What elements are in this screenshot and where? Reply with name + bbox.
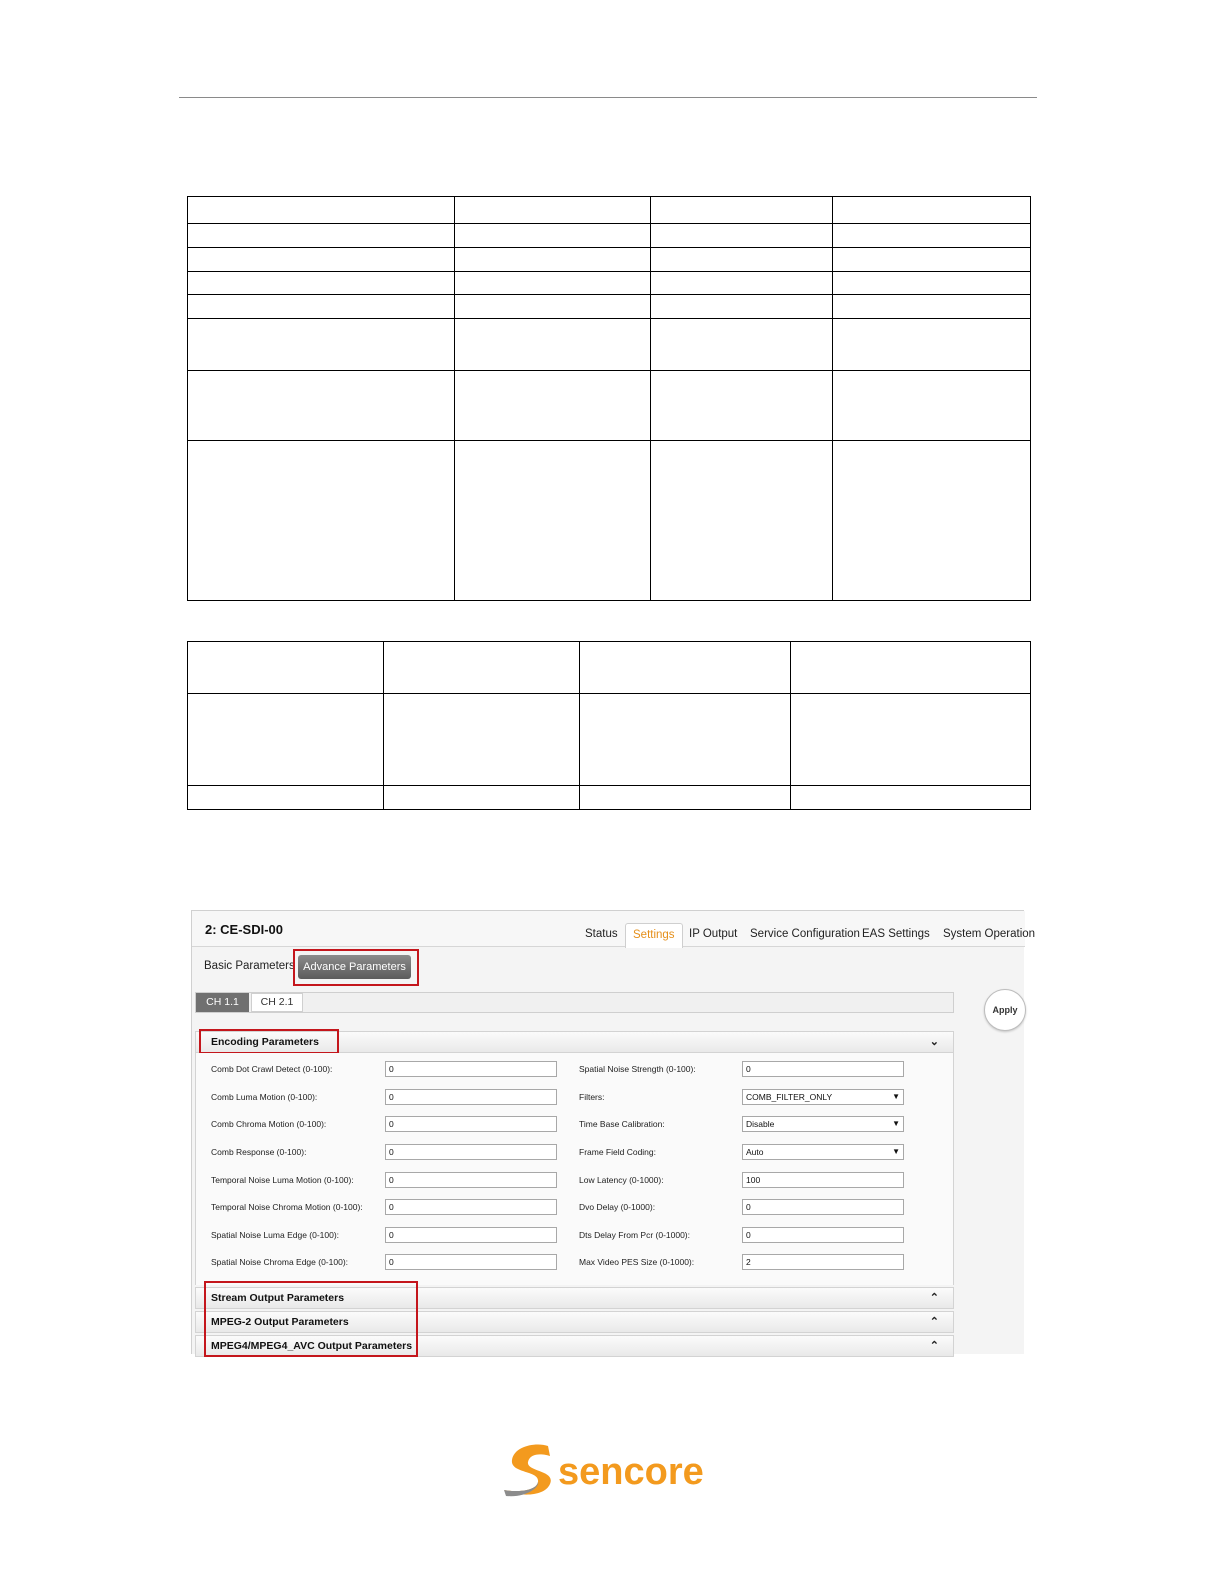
chevron-up-icon[interactable]: ⌃ xyxy=(929,1292,939,1304)
max-video-pes-size-input[interactable]: 2 xyxy=(742,1254,904,1270)
field-label: Filters: xyxy=(579,1092,605,1102)
tab-service-configuration[interactable]: Service Configuration xyxy=(750,928,860,940)
field-label: Frame Field Coding: xyxy=(579,1147,657,1157)
mpeg2-output-parameters-label: MPEG-2 Output Parameters xyxy=(211,1316,349,1328)
field-label: Temporal Noise Chroma Motion (0-100): xyxy=(211,1202,363,1212)
tab-ch-2-1[interactable]: CH 2.1 xyxy=(251,993,303,1012)
dvo-delay-input[interactable]: 0 xyxy=(742,1199,904,1215)
spatial-noise-chroma-edge-input[interactable]: 0 xyxy=(385,1254,557,1270)
header-rule xyxy=(179,97,1037,98)
encoding-parameters-label: Encoding Parameters xyxy=(211,1036,319,1048)
chevron-up-icon[interactable]: ⌃ xyxy=(929,1316,939,1328)
subtab-advance-parameters[interactable]: Advance Parameters xyxy=(298,955,411,979)
frame-field-coding-value: Auto xyxy=(746,1147,764,1157)
spec-table-2 xyxy=(187,641,1031,810)
tab-eas-settings[interactable]: EAS Settings xyxy=(862,928,930,940)
comb-luma-motion-input[interactable]: 0 xyxy=(385,1089,557,1105)
field-label: Dvo Delay (0-1000): xyxy=(579,1202,656,1212)
field-label: Spatial Noise Chroma Edge (0-100): xyxy=(211,1257,349,1267)
field-label: Comb Dot Crawl Detect (0-100): xyxy=(211,1064,333,1074)
logo-wordmark: sencore xyxy=(558,1451,704,1493)
dropdown-arrow-icon: ▼ xyxy=(892,1119,900,1128)
tab-settings[interactable]: Settings xyxy=(625,923,683,948)
time-base-calibration-value: Disable xyxy=(746,1119,775,1129)
field-label: Comb Chroma Motion (0-100): xyxy=(211,1119,327,1129)
device-settings-screenshot xyxy=(191,910,1036,1354)
highlight-advance-parameters xyxy=(293,949,419,986)
logo-mark-orange xyxy=(504,1445,551,1495)
filters-select[interactable] xyxy=(742,1089,904,1105)
spatial-noise-strength-input[interactable]: 0 xyxy=(742,1061,904,1077)
channel-tab-row xyxy=(195,992,954,1013)
highlight-encoding-parameters xyxy=(199,1029,339,1054)
sencore-logo xyxy=(500,1440,720,1500)
field-label: Time Base Calibration: xyxy=(579,1119,665,1129)
field-label: Spatial Noise Luma Edge (0-100): xyxy=(211,1230,340,1240)
filters-select-value: COMB_FILTER_ONLY xyxy=(746,1092,833,1102)
field-label: Dts Delay From Pcr (0-1000): xyxy=(579,1230,690,1240)
apply-button[interactable]: Apply xyxy=(984,989,1026,1031)
stream-output-parameters-label: Stream Output Parameters xyxy=(211,1292,345,1304)
device-title: 2: CE-SDI-00 xyxy=(205,922,284,937)
field-label: Low Latency (0-1000): xyxy=(579,1175,664,1185)
dropdown-arrow-icon: ▼ xyxy=(892,1092,900,1101)
frame-field-coding-select[interactable] xyxy=(742,1144,904,1160)
field-label: Max Video PES Size (0-1000): xyxy=(579,1257,695,1267)
low-latency-input[interactable]: 100 xyxy=(742,1172,904,1188)
spec-table-1 xyxy=(187,196,1031,601)
temporal-noise-chroma-motion-input[interactable]: 0 xyxy=(385,1199,557,1215)
field-label: Temporal Noise Luma Motion (0-100): xyxy=(211,1175,354,1185)
top-bar xyxy=(192,911,1036,947)
subtab-basic-parameters[interactable]: Basic Parameters xyxy=(204,960,295,972)
chevron-down-icon[interactable]: ⌄ xyxy=(929,1036,939,1048)
tab-ip-output[interactable]: IP Output xyxy=(689,928,738,940)
chevron-up-icon[interactable]: ⌃ xyxy=(929,1340,939,1352)
spatial-noise-luma-edge-input[interactable]: 0 xyxy=(385,1227,557,1243)
time-base-calibration-select[interactable] xyxy=(742,1116,904,1132)
field-label: Comb Response (0-100): xyxy=(211,1147,307,1157)
comb-response-input[interactable]: 0 xyxy=(385,1144,557,1160)
highlight-output-sections xyxy=(204,1281,418,1357)
temporal-noise-luma-motion-input[interactable]: 0 xyxy=(385,1172,557,1188)
field-label: Spatial Noise Strength (0-100): xyxy=(579,1064,696,1074)
tab-ch-1-1[interactable]: CH 1.1 xyxy=(196,993,249,1012)
tab-status[interactable]: Status xyxy=(585,928,618,940)
dropdown-arrow-icon: ▼ xyxy=(892,1147,900,1156)
encoding-parameters-panel xyxy=(195,1053,954,1285)
field-label: Comb Luma Motion (0-100): xyxy=(211,1092,318,1102)
dts-delay-from-pcr-input[interactable]: 0 xyxy=(742,1227,904,1243)
comb-chroma-motion-input[interactable]: 0 xyxy=(385,1116,557,1132)
tab-system-operation[interactable]: System Operation xyxy=(943,928,1036,940)
comb-dot-crawl-detect-input[interactable]: 0 xyxy=(385,1061,557,1077)
mpeg4-avc-output-parameters-label: MPEG4/MPEG4_AVC Output Parameters xyxy=(211,1340,413,1352)
